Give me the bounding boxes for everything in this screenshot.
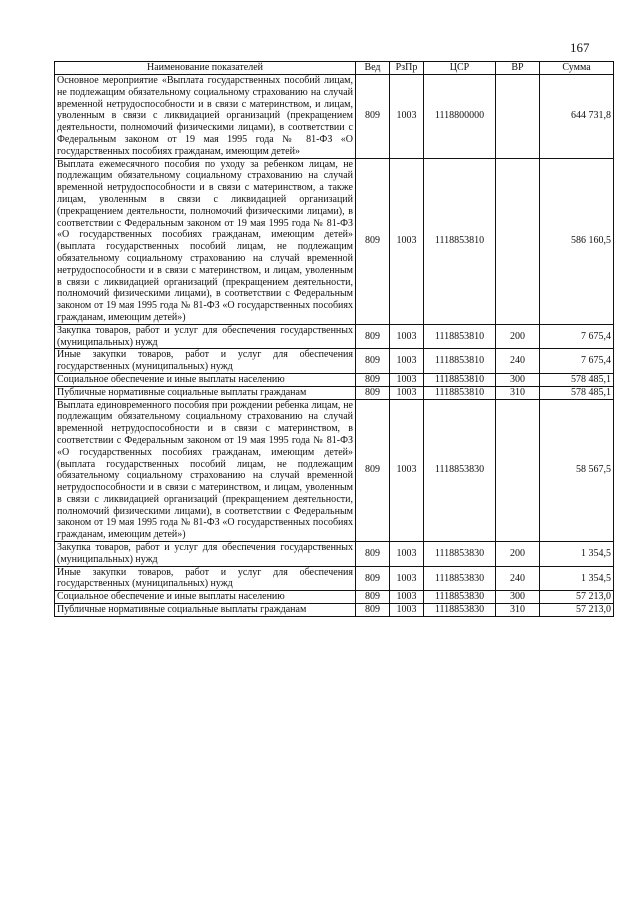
- table-row: [55, 566, 614, 591]
- row-vr: 300: [496, 591, 540, 604]
- row-ved: 809: [356, 542, 390, 567]
- header-rzpr: РзПр: [390, 62, 424, 75]
- row-name: Основное мероприятие «Выплата государственных пособий лицам, не подлежащим обязательному социальному страхованию на случай временной нетрудоспособности и в связи с материнством, и лицам, уволенным в связи с ликвидацией организаций (прекращением деятельности, полномочий физическими лицами), в соответствии с Федеральным законом от 19 мая 1995 года № 81-ФЗ «О государственных пособиях гражданам, имеющим детей»: [55, 75, 356, 159]
- table-row: [55, 158, 614, 324]
- header-ved: Вед: [356, 62, 390, 75]
- row-rzpr: 1003: [390, 604, 424, 617]
- row-sum: 7 675,4: [540, 324, 614, 349]
- row-vr: [496, 399, 540, 542]
- table-row: [55, 349, 614, 374]
- row-name: Выплата ежемесячного пособия по уходу за ребенком лицам, не подлежащим обязательному социальному страхованию на случай временной нетрудоспособности и в связи с материнством, а также лицам, уволенным в связи с ликвидацией организаций (прекращением деятельности, полномочий физическими лицами), в соответствии с Федеральным законом от 19 мая 1995 года № 81-ФЗ «О государственных пособиях гражданам, имеющим детей» (выплата государственных пособий лицам, не подлежащим обязательному социальному страхованию на случай временной нетрудоспособности и в связи с материнством, и лицам, уволенным в связи с ликвидацией организаций (прекращением деятельности, полномочий физическими лицами), в соответствии с Федеральным законом от 19 мая 1995 года № 81-ФЗ «О государственных пособиях гражданам, имеющим детей»): [55, 158, 356, 324]
- row-csr: 1118853830: [424, 399, 496, 542]
- row-ved: 809: [356, 591, 390, 604]
- row-sum: 7 675,4: [540, 349, 614, 374]
- budget-table: [54, 61, 614, 617]
- row-sum: 57 213,0: [540, 604, 614, 617]
- row-name: Иные закупки товаров, работ и услуг для обеспечения государственных (муниципальных) нужд: [55, 566, 356, 591]
- table-row: [55, 604, 614, 617]
- table-header-row: [55, 62, 614, 75]
- row-sum: 1 354,5: [540, 542, 614, 567]
- header-csr: ЦСР: [424, 62, 496, 75]
- row-vr: 200: [496, 542, 540, 567]
- header-vr: ВР: [496, 62, 540, 75]
- row-sum: 1 354,5: [540, 566, 614, 591]
- row-rzpr: 1003: [390, 566, 424, 591]
- row-csr: 1118853810: [424, 324, 496, 349]
- row-rzpr: 1003: [390, 158, 424, 324]
- row-name: Иные закупки товаров, работ и услуг для обеспечения государственных (муниципальных) нужд: [55, 349, 356, 374]
- row-csr: 1118853830: [424, 604, 496, 617]
- row-csr: 1118800000: [424, 75, 496, 159]
- row-vr: 310: [496, 386, 540, 399]
- row-name: Публичные нормативные социальные выплаты гражданам: [55, 604, 356, 617]
- row-rzpr: 1003: [390, 373, 424, 386]
- table-row: [55, 399, 614, 542]
- row-rzpr: 1003: [390, 542, 424, 567]
- table-row: [55, 324, 614, 349]
- table-row: [55, 386, 614, 399]
- page-number: 167: [570, 40, 590, 55]
- row-ved: 809: [356, 386, 390, 399]
- row-name: Социальное обеспечение и иные выплаты населению: [55, 373, 356, 386]
- row-rzpr: 1003: [390, 75, 424, 159]
- row-sum: 58 567,5: [540, 399, 614, 542]
- row-rzpr: 1003: [390, 349, 424, 374]
- row-sum: 644 731,8: [540, 75, 614, 159]
- row-ved: 809: [356, 566, 390, 591]
- row-rzpr: 1003: [390, 386, 424, 399]
- row-rzpr: 1003: [390, 591, 424, 604]
- row-name: Закупка товаров, работ и услуг для обеспечения государственных (муниципальных) нужд: [55, 542, 356, 567]
- table-row: [55, 373, 614, 386]
- row-csr: 1118853810: [424, 386, 496, 399]
- row-vr: 310: [496, 604, 540, 617]
- row-ved: 809: [356, 75, 390, 159]
- row-vr: 240: [496, 566, 540, 591]
- row-ved: 809: [356, 349, 390, 374]
- row-name: Выплата единовременного пособия при рождении ребенка лицам, не подлежащим обязательному социальному страхованию на случай временной нетрудоспособности и в связи с материнством, в соответствии с Федеральным законом от 19 мая 1995 года № 81-ФЗ «О государственных пособиях гражданам, имеющим детей» (выплата государственных пособий лицам, не подлежащим обязательному социальному страхованию на случай временной нетрудоспособности и в связи с материнством, и лицам, уволенным в связи с ликвидацией организаций (прекращением деятельности, полномочий физическими лицами), в соответствии с Федеральным законом от 19 мая 1995 года № 81-ФЗ «О государственных пособиях гражданам, имеющим детей»): [55, 399, 356, 542]
- row-csr: 1118853830: [424, 566, 496, 591]
- row-ved: 809: [356, 373, 390, 386]
- row-vr: 300: [496, 373, 540, 386]
- row-ved: 809: [356, 324, 390, 349]
- header-name: Наименование показателей: [55, 62, 356, 75]
- row-vr: 240: [496, 349, 540, 374]
- row-csr: 1118853830: [424, 591, 496, 604]
- row-rzpr: 1003: [390, 324, 424, 349]
- header-sum: Сумма: [540, 62, 614, 75]
- row-vr: [496, 158, 540, 324]
- row-sum: 586 160,5: [540, 158, 614, 324]
- row-vr: 200: [496, 324, 540, 349]
- table-row: [55, 591, 614, 604]
- row-csr: 1118853810: [424, 158, 496, 324]
- row-sum: 578 485,1: [540, 373, 614, 386]
- table-row: [55, 75, 614, 159]
- row-sum: 57 213,0: [540, 591, 614, 604]
- row-name: Публичные нормативные социальные выплаты гражданам: [55, 386, 356, 399]
- row-csr: 1118853810: [424, 373, 496, 386]
- row-csr: 1118853830: [424, 542, 496, 567]
- table-row: [55, 542, 614, 567]
- row-rzpr: 1003: [390, 399, 424, 542]
- row-sum: 578 485,1: [540, 386, 614, 399]
- row-name: Социальное обеспечение и иные выплаты населению: [55, 591, 356, 604]
- row-ved: 809: [356, 399, 390, 542]
- row-name: Закупка товаров, работ и услуг для обеспечения государственных (муниципальных) нужд: [55, 324, 356, 349]
- row-ved: 809: [356, 604, 390, 617]
- row-vr: [496, 75, 540, 159]
- row-ved: 809: [356, 158, 390, 324]
- row-csr: 1118853810: [424, 349, 496, 374]
